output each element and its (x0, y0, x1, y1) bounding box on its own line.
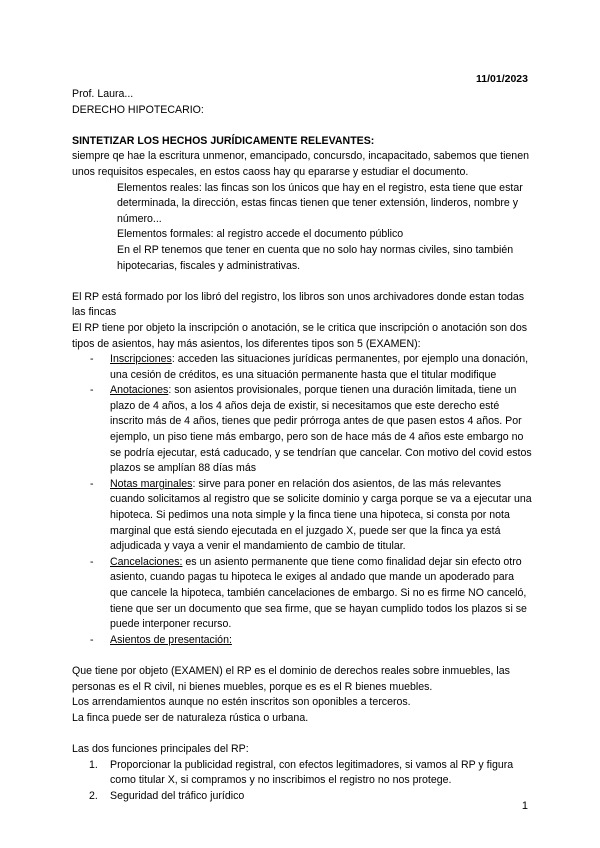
paragraph: siempre qe hae la escritura unmenor, emancipado, concursdo, incapacitado, sabemos que tienen unos requisitos especales, en estos caoss hay qu epararse y estudiar el documento. (72, 150, 529, 178)
list-item (72, 758, 532, 789)
term-label: Inscripciones (110, 353, 172, 366)
term-label: Notas marginales (110, 477, 193, 490)
list-number: 2. (89, 789, 98, 802)
list-item (72, 555, 532, 633)
paragraph: El RP está formado por los libró del registro, los libros son unos archivadores donde estan todas las fincas (72, 290, 525, 319)
list-item (72, 789, 532, 805)
section-heading: SINTETIZAR LOS HECHOS JURÍDICAMENTE RELEVANTES: (72, 134, 375, 147)
indented-paragraph: Elementos formales: al registro accede el documento público (117, 228, 404, 241)
indented-paragraph: Elementos reales: las fincas son los únicos que hay en el registro, esta tiene que estar determinada, la dirección, estas fincas tienen que tener extensión, linderos, nombre y número... (117, 181, 523, 225)
paragraph: Las dos funciones principales del RP: (72, 742, 249, 755)
term-description: acceden las situaciones jurídicas permanentes, por ejemplo una donación, una cesión de créditos, es una situación permanente hasta que el titular modifique (110, 353, 529, 381)
list-text: Seguridad del tráfico jurídico (110, 789, 245, 802)
term-label: Cancelaciones: (110, 555, 183, 568)
document-body (72, 87, 532, 804)
subject-title: DERECHO HIPOTECARIO: (72, 103, 204, 116)
document-date: 11/01/2023 (476, 73, 528, 85)
list-text: Proporcionar la publicidad registral, con efectos legitimadores, si vamos al RP y figura como titular X, si compramos y no inscribimos el registro no nos protege. (110, 758, 514, 787)
term-label: Asientos de presentación: (110, 633, 232, 646)
indented-paragraph: En el RP tenemos que tener en cuenta que no solo hay normas civiles, sino también hipotecarias, fiscales y administrativas. (117, 243, 514, 272)
functions-list (72, 758, 532, 805)
paragraph: La finca puede ser de naturaleza rústica o urbana. (72, 711, 309, 724)
list-number: 1. (89, 758, 98, 771)
list-item (72, 633, 532, 649)
term-description: sirve para poner en relación dos asientos, de las más relevantes cuando solicitamos al registro que se solicite dominio y carga porque se va a ejecutar una hipoteca. Si pedimos una nota simple y la finca tiene una hipoteca, si consta por nota marginal que está siendo ejecutada en el juzgado X, puede ser que la finca ya está adjudicada y vaya a venir el mandamiento de cambio de titular. (110, 477, 532, 553)
list-item: - Inscripciones: acceden las situaciones jurídicas permanentes, por ejemplo una donación, una cesión de créditos, es una situación permanente hasta que el titular modifique (72, 352, 532, 383)
asientos-list (72, 352, 532, 648)
paragraph: Que tiene por objeto (EXAMEN) el RP es el dominio de derechos reales sobre inmuebles, las personas es el R civil, ni bienes muebles, porque es es el R bienes muebles. (72, 664, 510, 693)
professor-name: Prof. Laura... (72, 88, 134, 100)
paragraph: Los arrendamientos aunque no estén inscritos son oponibles a terceros. (72, 696, 411, 709)
term-label: Anotaciones (110, 384, 169, 397)
page-number: 1 (521, 800, 528, 812)
paragraph: El RP tiene por objeto la inscripción o anotación, se le critica que inscripción o anotación son dos tipos de asientos, hay más asientos, los diferentes tipos son 5 (EXAMEN): (72, 321, 528, 350)
list-item: - Anotaciones: son asientos provisionales, porque tienen una duración limitada, tiene un plazo de 4 años, a los 4 años deja de existir, si necesitamos que este derecho esté inscrito más de 4 años, tienes que pedir prórroga antes de que pasen estos 4 años. Por ejemplo, un piso tiene más embargo, pero son de hace más de 4 años este embargo no se podría ejecutar, está caducado, y se tendrían que cancelar. Con motivo del covid estos plazos se amplían 88 días más (72, 383, 532, 477)
term-description: son asientos provisionales, porque tienen una duración limitada, tiene un plazo de 4 años, a los 4 años deja de existir, si necesitamos que este derecho esté inscrito más de 4 años, tienes que pedir prórroga antes de que pasen estos 4 años. Por ejemplo, un piso tiene más embargo, pero son de hace más de 4 años este embargo no se podría ejecutar, está caducado, y se tendrían que cancelar. Con motivo del covid estos plazos se amplían 88 días más (110, 384, 532, 475)
term-description: es un asiento permanente que tiene como finalidad dejar sin efecto otro asiento, cuando pagas tu hipoteca le exiges al andado que mande un apoderado para que cancele la hipoteca, también cancelaciones de embargo. Si no es firme NO canceló, tiene que ser un documento que sea firme, que se hayan cumplido todos los plazos si se puede interponer recurso. (110, 555, 527, 631)
list-item: - Notas marginales: sirve para poner en relación dos asientos, de las más relevantes cuando solicitamos al registro que se solicite dominio y carga porque se va a ejecutar una hipoteca. Si pedimos una nota simple y la finca tiene una hipoteca, si consta por nota marginal que está siendo ejecutada en el juzgado X, puede ser que la finca ya está adjudicada y vaya a venir el mandamiento de cambio de titular. (72, 477, 532, 555)
